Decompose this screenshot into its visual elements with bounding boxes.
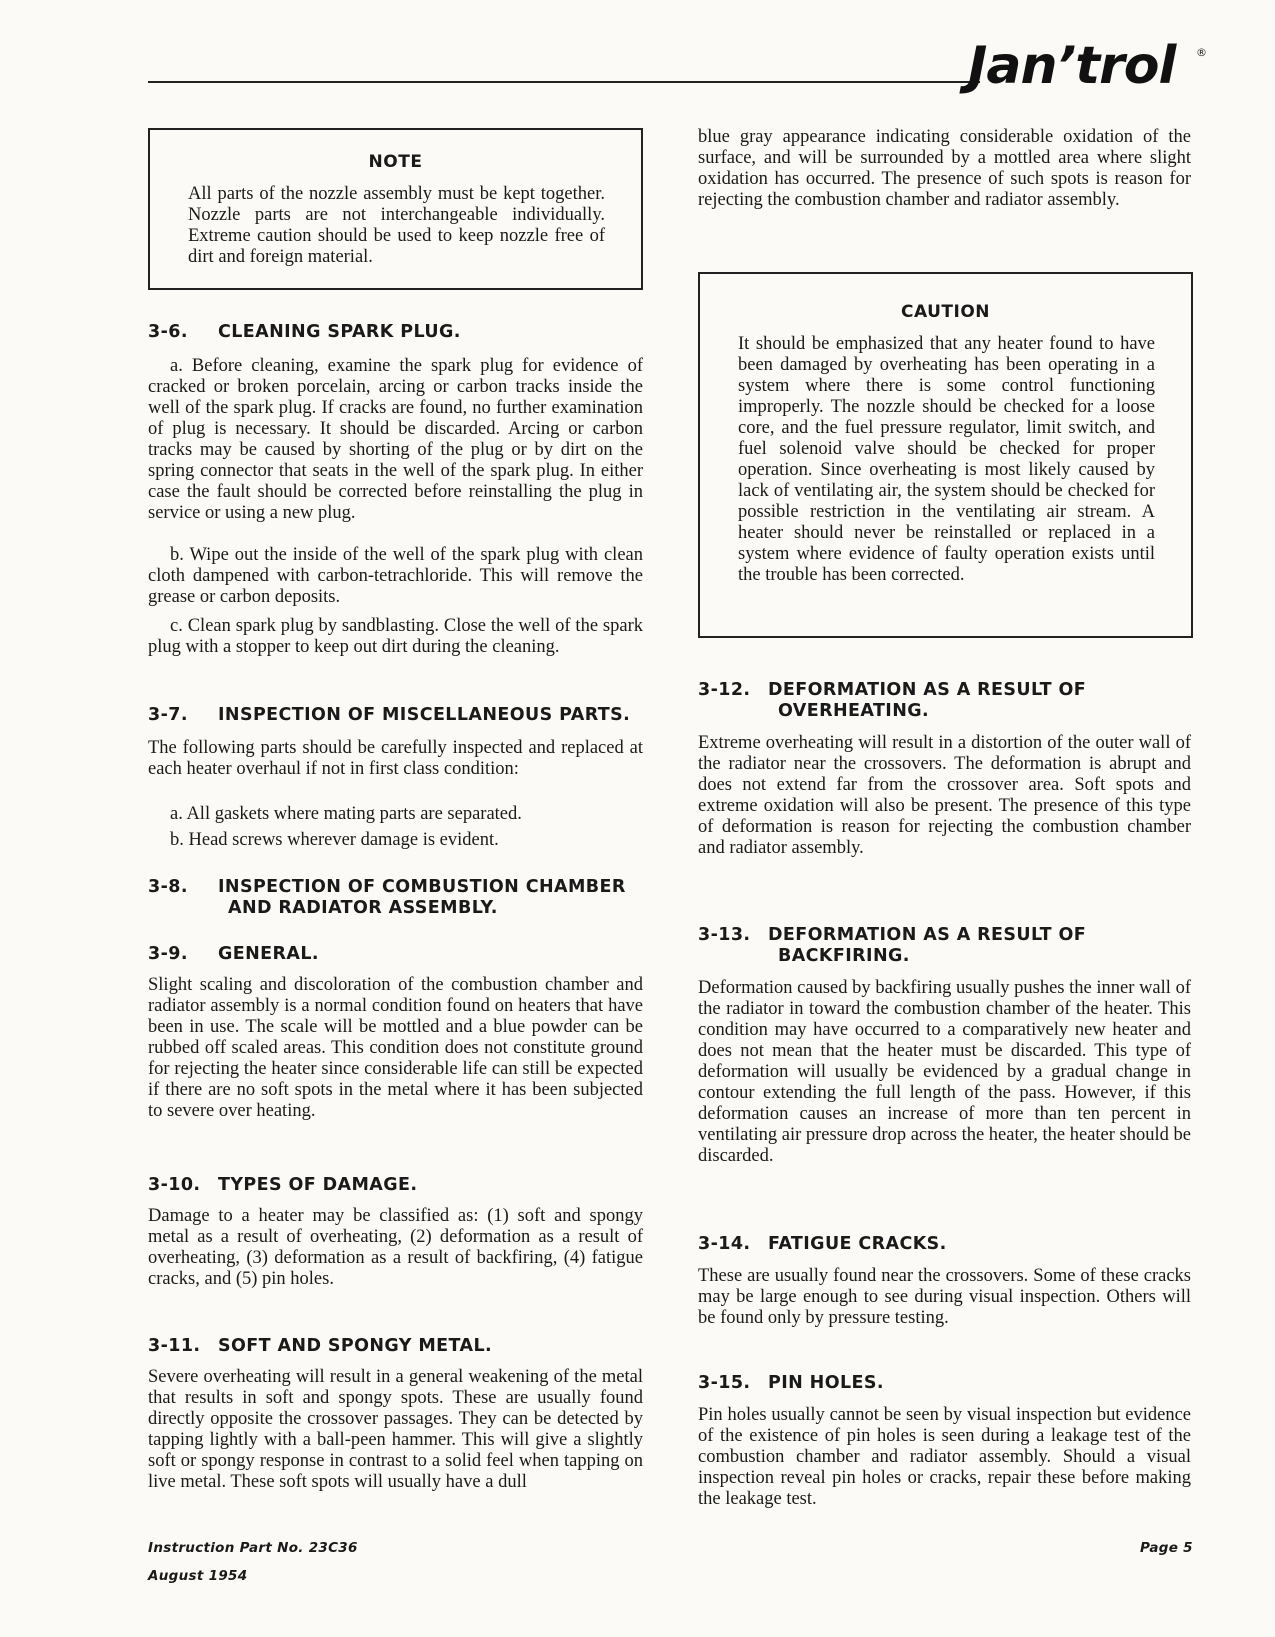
section-heading-3-9 [148,944,643,965]
paragraph-3-9: Slight scaling and discoloration of the combustion chamber and radiator assembly is a normal condition found on heaters that have been in use. The scale will be mottled and a blue powder can be rubbed off scaled areas. This condition does not constitute ground for rejecting the heater since considerable life can still be expected if there are no soft spots in the metal where it has been subjected to severe over heating. [148,975,643,1121]
section-title: INSPECTION OF MISCELLANEOUS PARTS. [218,705,631,725]
paragraph-3-15: Pin holes usually cannot be seen by visual inspection but evidence of the existence of pin holes is seen during a leakage test of the combustion chamber and radiator assembly. Should a visual inspection reveal pin holes or cracks, repair these before making the leakage test. [698,1405,1191,1509]
registered-mark: ® [1196,46,1207,59]
section-number: 3-11. [148,1336,201,1356]
section-title-line1: INSPECTION OF COMBUSTION CHAMBER [218,877,626,897]
section-number: 3-10. [148,1175,201,1195]
section-title: PIN HOLES. [768,1373,884,1393]
section-heading-3-13 [698,925,1191,967]
footer-page-number: Page 5 [1140,1540,1193,1556]
section-title: FATIGUE CRACKS. [768,1234,947,1254]
section-number: 3-7. [148,705,188,725]
list-item-3-7-b: b. Head screws wherever damage is evident. [170,830,499,850]
section-heading-3-15 [698,1373,1191,1394]
paragraph-3-12: Extreme overheating will result in a distortion of the outer wall of the radiator near the crossovers. The deformation is abrupt and does not extend far from the crossover area. Soft spots and extreme oxidation will also be present. The presence of this type of deformation is reason for rejecting the combustion chamber and radiator assembly. [698,733,1191,858]
note-box [148,128,643,290]
section-heading-3-8 [148,877,643,919]
paragraph-3-11-continued: blue gray appearance indicating considerable oxidation of the surface, and will be surrounded by a mottled area where slight oxidation has occurred. The presence of such spots is reason for rejecting the combustion chamber and radiator assembly. [698,127,1191,210]
paragraph-3-10: Damage to a heater may be classified as: (1) soft and spongy metal as a result of overheating, (2) deformation as a result of overheating, (3) deformation as a result of backfiring, (4) fatigue cracks, and (5) pin holes. [148,1206,643,1289]
section-heading-3-10 [148,1175,643,1196]
section-title: GENERAL. [218,944,319,964]
paragraph-3-6-c: c. Clean spark plug by sandblasting. Close the well of the spark plug with a stopper to keep out dirt during the cleaning. [148,616,643,657]
paragraph-3-11: Severe overheating will result in a general weakening of the metal that results in soft and spongy spots. These are usually found directly opposite the crossover passages. They can be detected by tapping lightly with a ball-peen hammer. This will give a slightly soft or spongy response in contrast to a solid feel when tapping on live metal. These soft spots will usually have a dull [148,1367,643,1492]
paragraph-3-14: These are usually found near the crossovers. Some of these cracks may be large enough to see during visual inspection. Others will be found only by pressure testing. [698,1266,1191,1328]
section-heading-3-14 [698,1234,1191,1255]
footer-part-number: Instruction Part No. 23C36 [148,1540,358,1556]
section-title: CLEANING SPARK PLUG. [218,322,461,342]
section-title-line1: DEFORMATION AS A RESULT OF [768,680,1087,700]
section-number: 3-13. [698,925,751,945]
footer-date: August 1954 [148,1568,248,1584]
section-title-line1: DEFORMATION AS A RESULT OF [768,925,1087,945]
section-heading-3-11 [148,1336,643,1357]
section-number: 3-8. [148,877,188,897]
paragraph-3-7-intro: The following parts should be carefully inspected and replaced at each heater overhaul if not in first class condition: [148,738,643,779]
section-title-line2: OVERHEATING. [778,701,930,721]
header-rule [148,81,980,83]
paragraph-3-13: Deformation caused by backfiring usually pushes the inner wall of the radiator in toward the combustion chamber of the heater. This condition may have occurred to a comparatively new heater and does not mean that the heater must be discarded. This type of deformation will usually be evidenced by a gradual change in contour extending the full length of the pass. However, if this deformation causes an increase of more than ten percent in ventilating air pressure drop across the heater, the heater should be discarded. [698,978,1191,1166]
section-heading-3-6 [148,322,643,343]
caution-box [698,272,1193,638]
section-title-line2: BACKFIRING. [778,946,910,966]
paragraph-3-6-b: b. Wipe out the inside of the well of the spark plug with clean cloth dampened with carbon-tetrachloride. This will remove the grease or carbon deposits. [148,545,643,607]
note-body: All parts of the nozzle assembly must be kept together. Nozzle parts are not interchangeable individually. Extreme caution should be used to keep nozzle free of dirt and foreign material. [188,184,605,267]
section-number: 3-9. [148,944,188,964]
caution-body: It should be emphasized that any heater found to have been damaged by overheating has been operating in a system where there is some control functioning improperly. The nozzle should be checked for a loose core, and the fuel pressure regulator, limit switch, and fuel solenoid valve should be checked for proper operation. Since overheating is most likely caused by lack of ventilating air, the system should be checked for possible restriction in the ventilating air stream. A heater should never be reinstalled or replaced in a system where evidence of faulty operation exists until the trouble has been corrected. [738,334,1155,585]
paragraph-3-6-a: a. Before cleaning, examine the spark plug for evidence of cracked or broken porcelain, arcing or carbon tracks inside the well of the spark plug. If cracks are found, no further examination of plug is necessary. It should be discarded. Arcing or carbon tracks may be caused by shorting of the plug or by dirt on the spring connector that seats in the well of the spark plug. In either case the fault should be corrected before reinstalling the plug in service or using a new plug. [148,356,643,523]
section-number: 3-6. [148,322,188,342]
section-number: 3-12. [698,680,751,700]
section-heading-3-12 [698,680,1191,722]
section-number: 3-15. [698,1373,751,1393]
caution-title: CAUTION [900,302,990,322]
section-number: 3-14. [698,1234,751,1254]
section-heading-3-7 [148,705,643,726]
section-title: TYPES OF DAMAGE. [218,1175,418,1195]
brand-logo: Jan’trol [968,36,1176,96]
note-title: NOTE [368,152,423,172]
section-title: SOFT AND SPONGY METAL. [218,1336,493,1356]
list-item-3-7-a: a. All gaskets where mating parts are separated. [170,804,522,824]
section-title-line2: AND RADIATOR ASSEMBLY. [228,898,498,918]
